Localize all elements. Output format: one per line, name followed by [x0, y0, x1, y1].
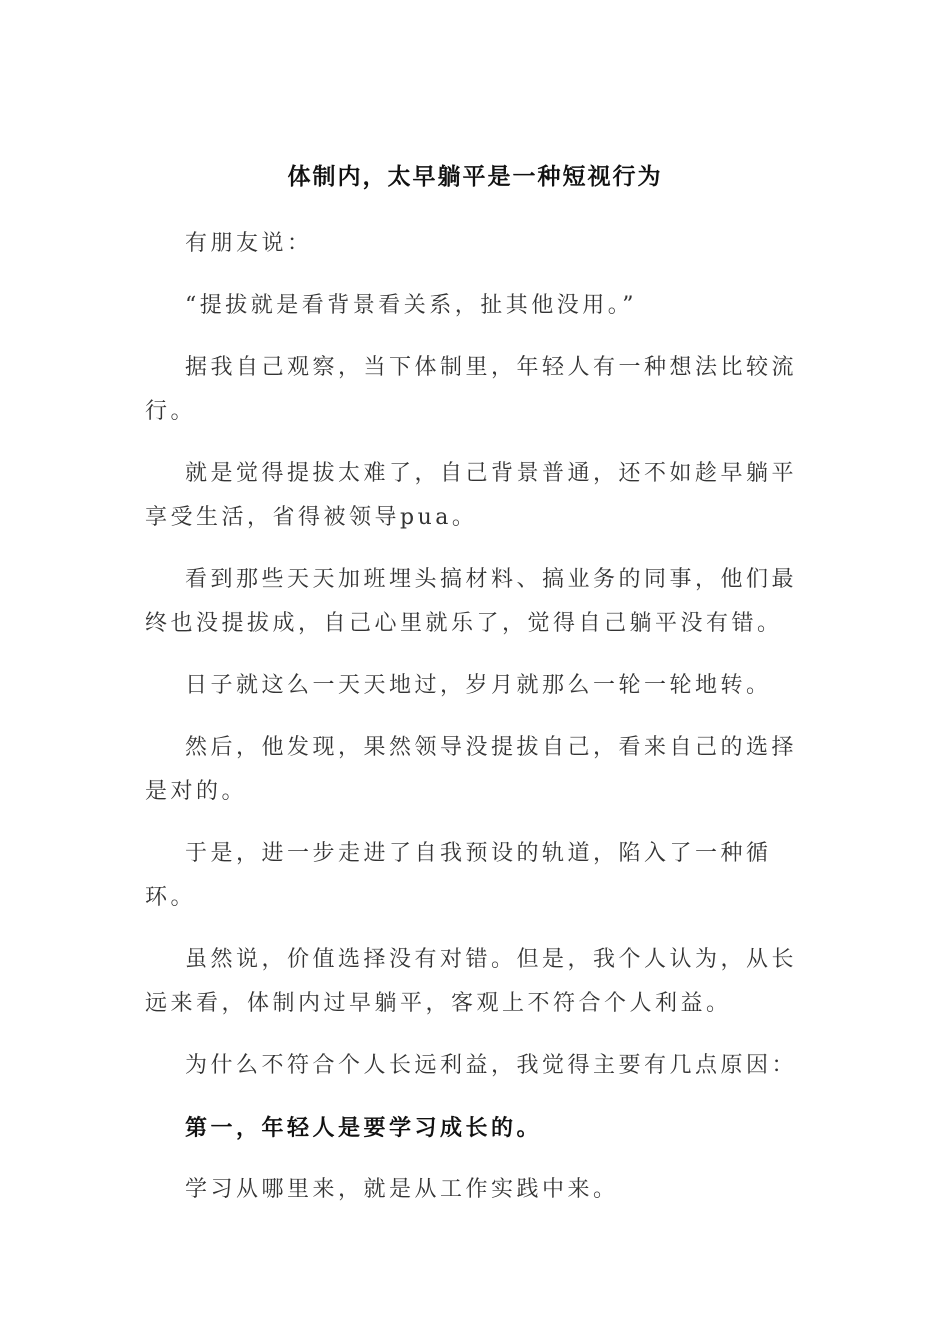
paragraph: 就是觉得提拔太难了，自己背景普通，还不如趁早躺平享受生活，省得被领导pua。 — [145, 461, 798, 530]
paragraph: 日子就这么一天天地过，岁月就那么一轮一轮地转。 — [185, 673, 772, 698]
paragraph: 然后，他发现，果然领导没提拔自己，看来自己的选择是对的。 — [145, 735, 798, 804]
paragraph: 于是，进一步走进了自我预设的轨道，陷入了一种循环。 — [145, 841, 772, 910]
paragraph: 有朋友说： — [185, 231, 313, 256]
document-body — [145, 222, 810, 1230]
paragraph: 虽然说，价值选择没有对错。但是，我个人认为，从长远来看，体制内过早躺平，客观上不符合个人利益。 — [145, 947, 798, 1016]
paragraph: 据我自己观察，当下体制里，年轻人有一种想法比较流行。 — [145, 355, 798, 424]
section-heading: 第一，年轻人是要学习成长的。 — [185, 1115, 543, 1141]
paragraph: 学习从哪里来，就是从工作实践中来。 — [185, 1177, 619, 1202]
paragraph: “提拔就是看背景看关系，扯其他没用。” — [185, 293, 637, 318]
paragraph: 看到那些天天加班埋头搞材料、搞业务的同事，他们最终也没提拔成，自己心里就乐了，觉得自己躺平没有错。 — [145, 567, 798, 636]
paragraph: 为什么不符合个人长远利益，我觉得主要有几点原因： — [185, 1053, 798, 1078]
document-title: 体制内，太早躺平是一种短视行为 — [287, 163, 663, 190]
